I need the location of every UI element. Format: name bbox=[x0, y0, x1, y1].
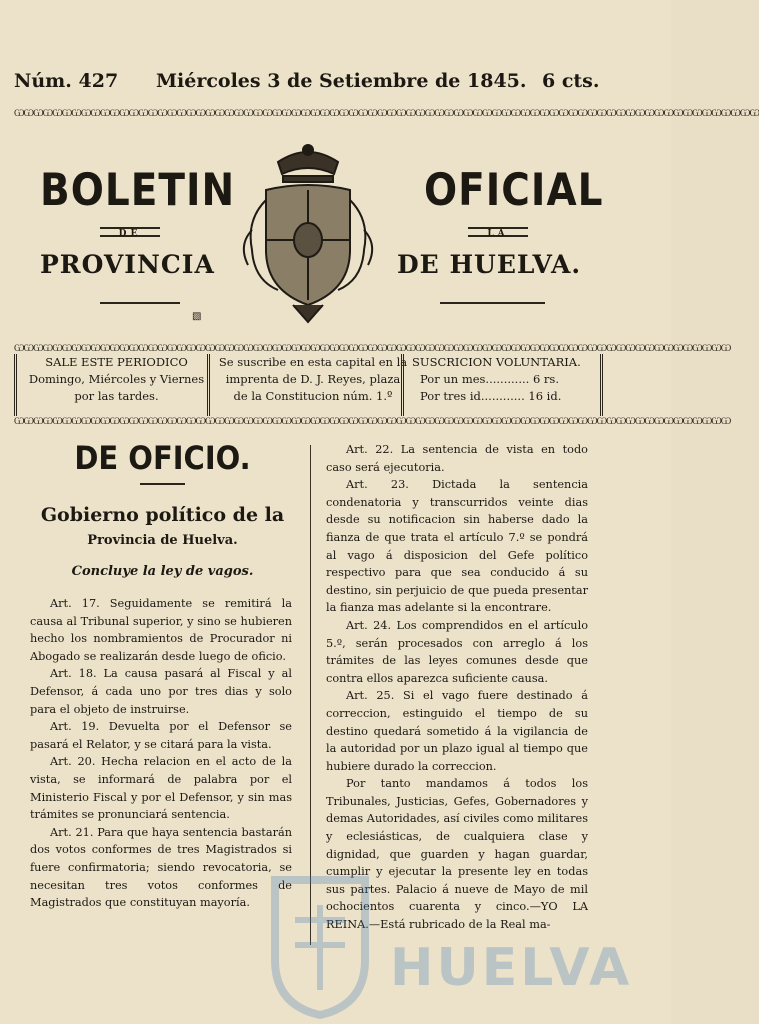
issue-header bbox=[14, 70, 609, 98]
issue-price: 6 cts. bbox=[542, 70, 600, 92]
info-prices-title: SUSCRICION VOLUNTARIA. bbox=[412, 355, 581, 369]
closing-decree: Por tanto mandamos á todos los Tribunales, Justicias, Gefes, Gobernadores y demas Autoridades, así civiles como militares y eclesiásticas, de cualquiera clase y dignidad, que guarden y hagan guardar, cumplir y ejecutar la presente ley en todas sus partes. Palacio á nueve de Mayo de mil ochocientos cuarenta y cinco.—YO LA REINA.—Está rubricado de la Real ma- bbox=[326, 777, 588, 932]
section-title-rule bbox=[140, 483, 185, 485]
masthead-provincia: PROVINCIA bbox=[40, 250, 215, 279]
masthead-rule-right bbox=[440, 302, 545, 304]
masthead-rule-left bbox=[100, 302, 180, 304]
watermark-text: HUELVA bbox=[390, 938, 633, 998]
heading-provincia: Provincia de Huelva. bbox=[87, 533, 238, 548]
article-20: Art. 20. Hecha relacion en el acto de la vista, se informará de palabra por el Ministerio Fiscal y por el Defensor, y sin mas trámites se pronunciará sentencia. bbox=[30, 755, 292, 822]
issue-date: Miércoles 3 de Setiembre de 1845. bbox=[156, 70, 527, 92]
box-bracket-left bbox=[14, 354, 21, 416]
left-article-column bbox=[30, 595, 292, 912]
small-ornament: ▧ bbox=[192, 311, 202, 322]
section-title: DE OFICIO. bbox=[74, 439, 251, 477]
article-25: Art. 25. Si el vago fuere destinado á correccion, estinguido el tiempo de su destino quedará sometido á la vigilancia de la autoridad por un plazo igual al tiempo que hubiere durado la correccion. bbox=[326, 689, 588, 773]
masthead-la-text: LA bbox=[487, 229, 509, 239]
box-bracket-mid2 bbox=[401, 354, 408, 416]
heading-gobierno: Gobierno político de la bbox=[40, 504, 285, 526]
box-bracket-right bbox=[600, 354, 607, 416]
masthead-la bbox=[468, 227, 528, 237]
issue-number: Núm. 427 bbox=[14, 70, 119, 92]
info-schedule-days: Domingo, Miércoles y Viernes bbox=[28, 372, 205, 386]
info-subscribe-line3: de la Constitucion núm. 1.º bbox=[233, 389, 393, 403]
royal-coat-of-arms-icon bbox=[238, 140, 378, 325]
ornament-divider-info-top: ѠѠѠѠѠѠѠѠѠѠѠѠѠѠѠѠѠѠѠѠѠѠѠѠѠѠѠѠѠѠѠѠѠѠѠѠѠѠѠѠѠѠѠѠѠѠѠѠѠѠѠѠѠѠѠѠѠѠѠѠѠѠѠѠѠѠѠѠѠѠѠѠѠѠѠ bbox=[14, 344, 731, 354]
info-col-schedule bbox=[24, 354, 209, 405]
ornament-divider-top: ѠѠѠѠѠѠѠѠѠѠѠѠѠѠѠѠѠѠѠѠѠѠѠѠѠѠѠѠѠѠѠѠѠѠѠѠѠѠѠѠѠѠѠѠѠѠѠѠѠѠѠѠѠѠѠѠѠѠѠѠѠѠѠѠѠѠѠѠѠѠѠѠѠѠѠѠѠѠ bbox=[14, 109, 759, 119]
masthead-de bbox=[100, 227, 160, 237]
article-17: Art. 17. Seguidamente se remitirá la causa al Tribunal superior, y sino se hubieren hecho los nombramientos de Procurador ni Abogado se realizarán desde luego de oficio. bbox=[30, 597, 292, 663]
box-bracket-mid1 bbox=[207, 354, 214, 416]
masthead-boletin: BOLETIN bbox=[40, 164, 236, 217]
info-col-subscribe bbox=[218, 354, 408, 405]
article-18: Art. 18. La causa pasará al Fiscal y al Defensor, á cada uno por tres dias y solo para el objeto de instruirse. bbox=[30, 667, 292, 716]
ornament-divider-info-bottom: ѠѠѠѠѠѠѠѠѠѠѠѠѠѠѠѠѠѠѠѠѠѠѠѠѠѠѠѠѠѠѠѠѠѠѠѠѠѠѠѠѠѠѠѠѠѠѠѠѠѠѠѠѠѠѠѠѠѠѠѠѠѠѠѠѠѠѠѠѠѠѠѠѠѠѠ bbox=[14, 417, 731, 427]
article-23: Art. 23. Dictada la sentencia condenatoria y transcurridos veinte dias desde su notificacion sin haberse dado la fianza de que trata el artículo 7.º se pondrá al vago á disposicion del Gefe político respectivo para que sea conducido á su destino, sin perjuicio de que pueda presentar la fianza mas adelante si la encontrare. bbox=[326, 478, 588, 615]
article-24: Art. 24. Los comprendidos en el artículo 5.º, serán procesados con arreglo á los trámites de las leyes comunes desde que contra ellos aparezca suficiente causa. bbox=[326, 618, 588, 685]
info-subscribe-line2: imprenta de D. J. Reyes, plaza bbox=[225, 372, 401, 386]
article-19: Art. 19. Devuelta por el Defensor se pasará el Relator, y se citará para la vista. bbox=[30, 720, 292, 751]
right-article-column bbox=[326, 441, 588, 934]
masthead-de-text: DE bbox=[118, 229, 142, 239]
masthead-oficial: OFICIAL bbox=[424, 164, 604, 217]
info-schedule-title: SALE ESTE PERIODICO bbox=[45, 355, 188, 369]
shield-logo-icon bbox=[265, 870, 375, 1020]
subscription-box bbox=[14, 354, 609, 416]
info-subscribe-line1: Se suscribe en esta capital en la bbox=[218, 355, 408, 369]
masthead-de-huelva: DE HUELVA. bbox=[397, 250, 582, 279]
info-price-quarter: Por tres id............ 16 id. bbox=[420, 389, 562, 403]
info-schedule-time: por las tardes. bbox=[74, 389, 159, 403]
info-price-month: Por un mes............ 6 rs. bbox=[420, 372, 559, 386]
info-col-prices bbox=[412, 354, 602, 405]
article-21: Art. 21. Para que haya sentencia bastarán dos votos conformes de tres Magistrados si fuere confirmatoria; siendo revocatoria, se necesitan tres votos conformes de Magistrados que constituyan mayoría. bbox=[30, 825, 292, 910]
subheading-ley-vagos: Concluye la ley de vagos. bbox=[71, 564, 254, 579]
archive-watermark bbox=[265, 870, 645, 1020]
article-22: Art. 22. La sentencia de vista en todo caso será ejecutoria. bbox=[326, 443, 588, 474]
